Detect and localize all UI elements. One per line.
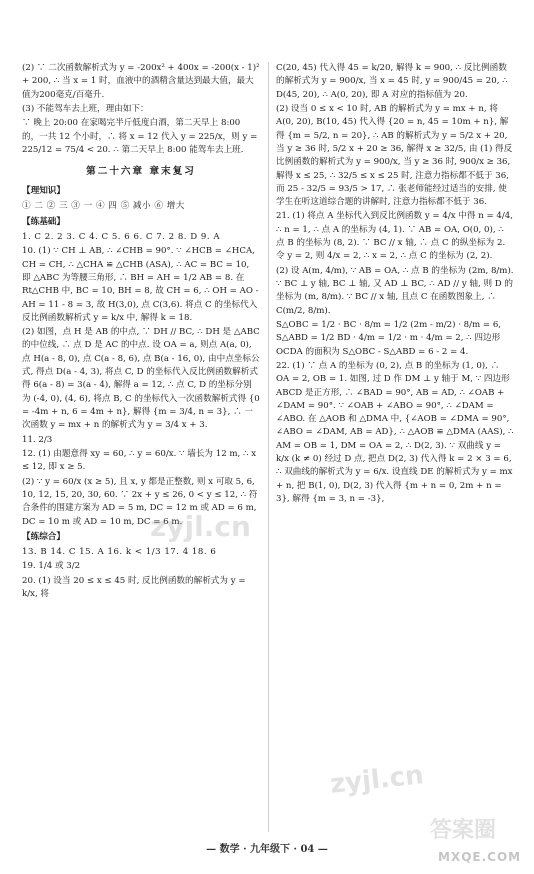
left-paragraph-2: (3) 不能驾车去上班，理由如下： bbox=[22, 103, 149, 114]
section-comprehensive: 【练综合】 bbox=[22, 531, 65, 542]
section-knowledge: 【理知识】 bbox=[22, 186, 65, 197]
question-21-part-1: 21. (1) 将点 A 坐标代入到反比例函数 y = 4/x 中得 n = 4/4, ∴ n = 1, ∴ 点 A 的坐标为 (4, 1). ∵ AB = OA, O(0, 0), ∴ 点 B 的坐标为 (8, 2). ∵ BC // x 轴, ∴ 点 C 的纵坐标为 2. 令 y = 2, 则 4/x = 2, ∴ x = 2, ∴ 点 C 的坐标为 (2, 2). bbox=[276, 211, 513, 262]
chapter-heading: 第二十六章 章末复习 bbox=[86, 166, 196, 178]
right-column bbox=[276, 62, 514, 507]
question-21-part-2: (2) 设 A(m, 4/m), ∵ AB = OA, ∴ 点 B 的坐标为 (2m, 8/m). ∵ BC ⊥ y 轴, BC ⊥ 轴, 又 AD ⊥ BC, ∴ AD // y 轴, 则 D 的坐标为 (m, 8/m). ∵ BC // x 轴, 且点 C 在函数图象上, ∴ C(m/2, 8/m). bbox=[276, 265, 514, 316]
watermark-domain: MXQE.COM bbox=[438, 850, 522, 864]
question-22: 22. (1) ∵ 点 A 的坐标为 (0, 2), 点 B 的坐标为 (1, 0), ∴ OA = 2, OB = 1. 如图, 过 D 作 DM ⊥ y 轴于 M, ∵ 四边形 ABCD 是正方形, ∴ ∠BAD = 90°, AB = AD, ∴ ∠OAB + ∠DAM = 90°. ∵ ∠OAB + ∠ABO = 90°, ∴ ∠DAM = ∠ABO. 在 △AOB 和 △DMA 中, {∠AOB = ∠DMA = 90°, ∠ABO = ∠DAM, AB = AD}, ∴ △AOB ≌ △DMA (AAS), ∴ AM = OB = 1, DM = OA = 2, ∴ D(2, 3). ∵ 双曲线 y = k/x (k ≠ 0) 经过 D 点, 把点 D(2, 3) 代入得 k = 2 × 3 = 6, ∴ 双曲线的解析式为 y = 6/x. 设直线 DE 的解析式为 y = mx + n, 把 B(1, 0), D(2, 3) 代入得 {m + n = 0, 2m + n = 3}, 解得 {m = 3, n = -3}, bbox=[276, 360, 514, 504]
question-11: 11. 2/3 bbox=[22, 434, 53, 445]
page-footer: — 数学 · 九年级下 · 04 — bbox=[206, 844, 328, 855]
question-12-part-2: (2) ∵ y = 60/x (x ≥ 5), 且 x, y 都是正整数, 则 x 可取 5, 6, 10, 12, 15, 20, 30, 60. ∵ 2x + y ≤ 26, 0 < y ≤ 12, ∴ 符合条件的围建方案为 AD = 5 m, DC = 12 m 或 AD = 6 m, DC = 10 m 或 AD = 10 m, DC = 6 m. bbox=[22, 476, 258, 527]
knowledge-answers: ① 二 ② 三 ③ 一 ④ 四 ⑤ 减小 ⑥ 增大 bbox=[22, 201, 185, 212]
left-column bbox=[22, 62, 260, 602]
question-20-part-1: 20. (1) 设当 20 ≤ x ≤ 45 时, 反比例函数的解析式为 y = k/x, 将 bbox=[22, 575, 246, 600]
question-19: 19. 1/4 或 3/2 bbox=[22, 561, 81, 572]
comprehensive-answers: 13. B 14. C 15. A 16. k < 1/3 17. 4 18. 6 bbox=[22, 547, 217, 558]
question-10-part-1: 10. (1) ∵ CH ⊥ AB, ∴ ∠CHB = 90°. ∵ ∠HCB = ∠HCA, CH = CH, ∴ △CHA ≌ △CHB (ASA), ∴ AC = BC = 10, 即 △ABC 为等腰三角形, ∴ BH = AH = 1/2 AB = 8. 在 Rt△CHB 中, BC = 10, BH = 8, 故 CH = 6, ∴ OH = AO - AH = 11 - 8 = 3, 故 H(3,0), 点 C(3,6). 将点 C 的坐标代入反比例函数解析式 y = k/x 中, 解得 k = 18. bbox=[22, 246, 259, 323]
basic-answers: 1. C 2. 2 3. C 4. C 5. 6 6. C 7. 2 8. D 9. A bbox=[22, 231, 221, 242]
watermark-site-center: zyjl.cn bbox=[328, 760, 426, 800]
question-12-part-1: 12. (1) 由题意得 xy = 60, ∴ y = 60/x. ∵ 墙长为 12 m, ∴ x ≤ 12, 即 x ≥ 5. bbox=[22, 448, 257, 473]
left-paragraph-1: (2) ∵ 二次函数解析式为 y = -200x² + 400x = -200(x - 1)² + 200, ∴ 当 x = 1 时，血液中的酒精含量达到最大值，最大值为200毫克/百毫升. bbox=[22, 63, 260, 100]
question-21-part-3: S△OBC = 1/2 · BC · 8/m = 1/2 (2m - m/2) · 8/m = 6, S△ABD = 1/2 BD · 4/m = 1/2 · m · 4/m = 2, ∴ 四边形 OCDA 的面积为 S△OBC - S△ABD = 6 - 2 = 4. bbox=[276, 319, 502, 357]
question-10-part-2: (2) 如图，点 H 是 AB 的中点, ∵ DH // BC, ∴ DH 是 △ABC 的中位线, ∴ 点 D 是 AC 的中点. 设 OA = a, 则点 A(a, 0), 点 H(a - 8, 0), 点 C(a - 8, 6), 点 B(a - 16, 0), 由中点坐标公式, 得点 D(a - 4, 3), 将点 C, D 的坐标代入反比例函数解析式得 6(a - 8) = 3(a - 4), 解得 a = 12, ∴ 点 C, D 的坐标分别为 (-4, 0), (4, 6), 将点 B, C 的坐标代入一次函数解析式得 {0 = -4m + n, 6 = 4m + n}, 解得 {m = 3/4, n = 3}, ∴ 一次函数 y = mx + n 的解析式为 y = 3/4 x + 3. bbox=[22, 327, 260, 431]
question-20-part-3: (2) 设当 0 ≤ x < 10 时, AB 的解析式为 y = mx + n, 将 A(0, 20), B(10, 45) 代入得 {20 = n, 45 = 10m + n}, 解得 {m = 5/2, n = 20}, ∴ AB 的解析式为 y = 5/2 x + 20, 当 y ≥ 36 时, 5/2 x + 20 ≥ 36, 解得 x ≥ 32/5, 由 (1) 得反比例函数的解析式为 y = 900/x, 当 y ≥ 36 时, 900/x ≥ 36, 解得 x ≤ 25, ∴ 32/5 ≤ x ≤ 25 时, 注意力指标都不低于 36, 而 25 - 32/5 = 93/5 > 17, ∴ 张老师能经过适当的安排, 使学生在听这道综合题的讲解时, 注意力指标都不低于 36. bbox=[276, 103, 513, 208]
question-20-part-2: C(20, 45) 代入得 45 = k/20, 解得 k = 900, ∴ 反比例函数的解析式为 y = 900/x, 当 x = 45 时, y = 900/45 = 20, ∴ D(45, 20), ∴ A(0, 20), 即 A 对应的指标值为 20. bbox=[276, 63, 508, 100]
watermark-site-left: zyjl.cn bbox=[150, 510, 251, 543]
column-divider bbox=[268, 62, 269, 832]
watermark-brand: 答案圈 bbox=[430, 818, 497, 843]
left-paragraph-3: ∵ 晚上 20:00 在家喝完半斤低度白酒，第二天早上 8:00 的，一共 12 个小时，∴ 将 x = 12 代入 y = 225/x，则 y = 225/12 = 75/4 < 20. ∴ 第二天早上 8:00 能驾车去上班. bbox=[22, 118, 258, 155]
section-basics: 【练基础】 bbox=[22, 216, 65, 227]
